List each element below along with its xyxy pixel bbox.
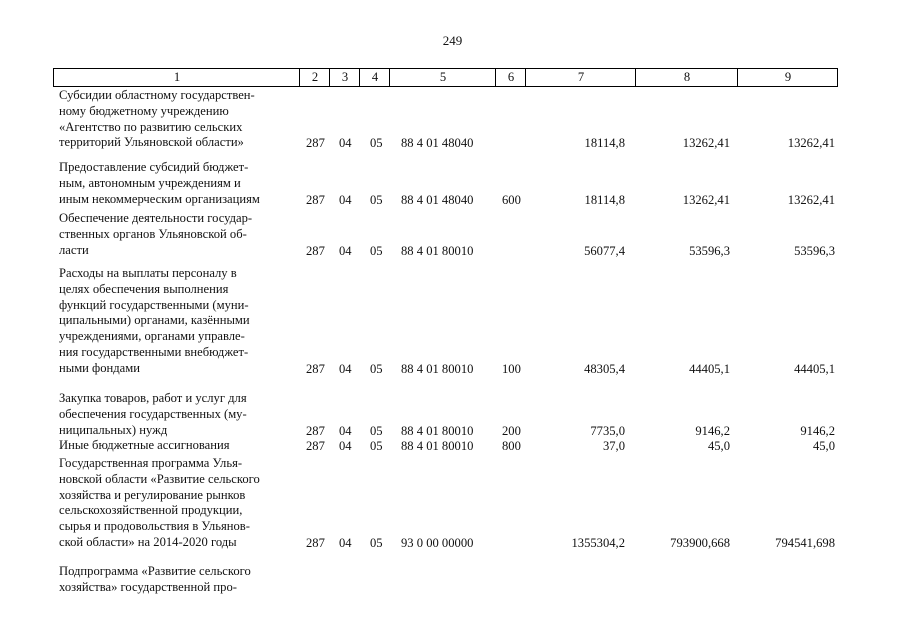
description-line: Расходы на выплаты персоналу в bbox=[59, 266, 237, 280]
description-line: Субсидии областному государствен- bbox=[59, 88, 255, 102]
cell-c8: 13262,41 bbox=[682, 136, 730, 151]
cell-c4: 05 bbox=[370, 439, 383, 453]
cell-c4: 05 bbox=[370, 136, 383, 151]
description-line: ципальными) органами, казёнными bbox=[59, 313, 250, 328]
description-line: иным некоммерческим организациям bbox=[59, 191, 260, 206]
description-line: Предоставление субсидий бюджет- bbox=[59, 160, 249, 174]
cell-c8: 13262,41 bbox=[682, 192, 730, 207]
page-number: 249 bbox=[442, 33, 463, 48]
description-line: территорий Ульяновской области» bbox=[59, 135, 244, 150]
cell-c6: 200 bbox=[502, 423, 521, 438]
cell-c3: 04 bbox=[339, 439, 352, 453]
row-description bbox=[59, 564, 297, 596]
row-description bbox=[59, 88, 297, 151]
cell-c8: 44405,1 bbox=[689, 361, 730, 376]
cell-c6: 600 bbox=[502, 192, 521, 207]
description-line: сельскохозяйственной продукции, bbox=[59, 503, 243, 518]
cell-c4: 05 bbox=[370, 192, 383, 207]
description-line: Обеспечение деятельности государ- bbox=[59, 211, 253, 225]
row-description bbox=[59, 266, 297, 377]
header-col-7: 7 bbox=[525, 69, 636, 86]
cell-c4: 05 bbox=[370, 423, 383, 438]
description-line: хозяйства» государственной про- bbox=[59, 579, 237, 594]
cell-c5: 88 4 01 80010 bbox=[401, 243, 474, 258]
cell-c8: 793900,668 bbox=[670, 536, 730, 550]
cell-c4: 05 bbox=[370, 536, 383, 550]
cell-c7: 48305,4 bbox=[584, 361, 625, 376]
cell-c7: 1355304,2 bbox=[571, 536, 625, 550]
cell-c7: 18114,8 bbox=[584, 192, 625, 207]
cell-c2: 287 bbox=[306, 136, 325, 151]
cell-c8: 9146,2 bbox=[695, 423, 730, 438]
cell-c9: 13262,41 bbox=[787, 136, 835, 151]
description-line: Государственная программа Улья- bbox=[59, 456, 243, 470]
header-col-9: 9 bbox=[737, 69, 838, 86]
row-description bbox=[59, 160, 297, 207]
description-line: ской области» на 2014-2020 годы bbox=[59, 534, 237, 549]
cell-c3: 04 bbox=[339, 243, 352, 258]
header-col-1: 1 bbox=[53, 69, 300, 86]
cell-c5: 93 0 00 00000 bbox=[401, 536, 474, 550]
header-col-5: 5 bbox=[389, 69, 496, 86]
cell-c9: 53596,3 bbox=[794, 243, 835, 258]
description-line: учреждениями, органами управле- bbox=[59, 329, 245, 344]
description-line: новской области «Развитие сельского bbox=[59, 471, 260, 486]
description-line: ными фондами bbox=[59, 360, 140, 375]
table-header bbox=[53, 68, 838, 87]
cell-c2: 287 bbox=[306, 439, 325, 453]
description-line: ния государственными внебюджет- bbox=[59, 344, 249, 359]
cell-c9: 9146,2 bbox=[800, 423, 835, 438]
cell-c5: 88 4 01 80010 bbox=[401, 361, 474, 376]
header-col-8: 8 bbox=[635, 69, 738, 86]
cell-c3: 04 bbox=[339, 192, 352, 207]
cell-c2: 287 bbox=[306, 243, 325, 258]
cell-c6: 100 bbox=[502, 361, 521, 376]
description-line: ниципальных) нужд bbox=[59, 422, 168, 437]
cell-c9: 13262,41 bbox=[787, 192, 835, 207]
cell-c9: 794541,698 bbox=[775, 536, 835, 550]
cell-c2: 287 bbox=[306, 536, 325, 550]
row-description bbox=[59, 391, 297, 438]
description-line: Иные бюджетные ассигнования bbox=[59, 438, 230, 452]
description-line: хозяйства и регулирование рынков bbox=[59, 487, 246, 502]
header-col-4: 4 bbox=[359, 69, 390, 86]
cell-c7: 56077,4 bbox=[584, 243, 625, 258]
cell-c7: 7735,0 bbox=[590, 423, 625, 438]
cell-c5: 88 4 01 80010 bbox=[401, 439, 474, 453]
description-line: функций государственными (муни- bbox=[59, 297, 249, 312]
header-col-3: 3 bbox=[329, 69, 360, 86]
cell-c5: 88 4 01 48040 bbox=[401, 136, 474, 151]
description-line: ным, автономным учреждениям и bbox=[59, 175, 241, 190]
cell-c4: 05 bbox=[370, 243, 383, 258]
cell-c8: 53596,3 bbox=[689, 243, 730, 258]
cell-c8: 45,0 bbox=[707, 439, 730, 453]
cell-c3: 04 bbox=[339, 361, 352, 376]
description-line: Закупка товаров, работ и услуг для bbox=[59, 391, 247, 405]
cell-c4: 05 bbox=[370, 361, 383, 376]
description-line: сырья и продовольствия в Ульянов- bbox=[59, 519, 250, 534]
cell-c3: 04 bbox=[339, 536, 352, 550]
description-line: целях обеспечения выполнения bbox=[59, 281, 229, 296]
description-line: Подпрограмма «Развитие сельского bbox=[59, 564, 251, 578]
header-col-6: 6 bbox=[495, 69, 526, 86]
row-description bbox=[59, 456, 297, 551]
cell-c7: 18114,8 bbox=[584, 136, 625, 151]
header-col-2: 2 bbox=[299, 69, 330, 86]
description-line: обеспечения государственных (му- bbox=[59, 406, 247, 421]
cell-c9: 44405,1 bbox=[794, 361, 835, 376]
cell-c6: 800 bbox=[502, 439, 521, 453]
cell-c3: 04 bbox=[339, 423, 352, 438]
description-line: ному бюджетному учреждению bbox=[59, 103, 229, 118]
cell-c9: 45,0 bbox=[812, 439, 835, 453]
description-line: «Агентство по развитию сельских bbox=[59, 119, 243, 134]
cell-c2: 287 bbox=[306, 192, 325, 207]
row-description bbox=[59, 211, 297, 258]
cell-c2: 287 bbox=[306, 361, 325, 376]
description-line: ласти bbox=[59, 242, 89, 257]
cell-c7: 37,0 bbox=[602, 439, 625, 453]
cell-c3: 04 bbox=[339, 136, 352, 151]
row-description bbox=[59, 438, 297, 454]
cell-c5: 88 4 01 48040 bbox=[401, 192, 474, 207]
description-line: ственных органов Ульяновской об- bbox=[59, 226, 247, 241]
cell-c5: 88 4 01 80010 bbox=[401, 423, 474, 438]
cell-c2: 287 bbox=[306, 423, 325, 438]
